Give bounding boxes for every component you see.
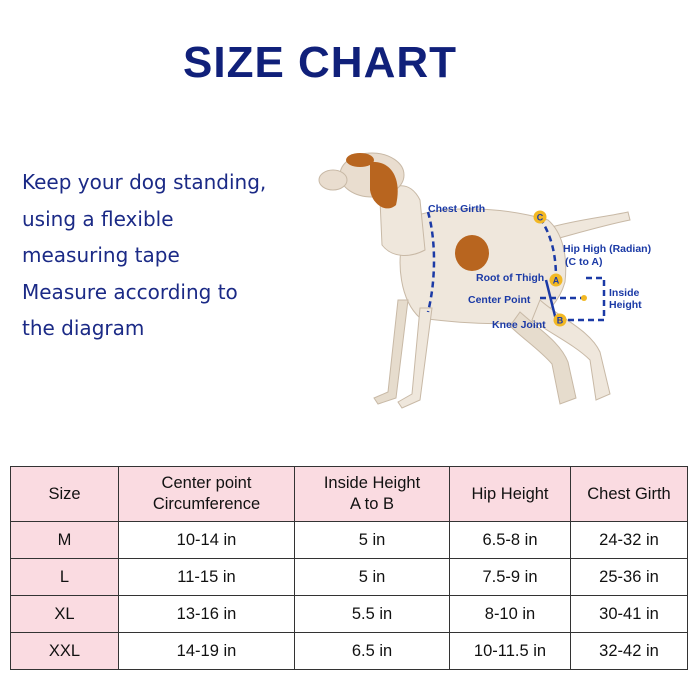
cell-chest: 30-41 in	[571, 596, 688, 633]
hip-high-label: Hip High (Radian)	[563, 243, 652, 255]
cell-chest: 24-32 in	[571, 522, 688, 559]
svg-text:C: C	[536, 212, 544, 223]
cell-size: M	[11, 522, 119, 559]
cell-inside: 5 in	[295, 522, 450, 559]
instructions-text	[22, 164, 312, 347]
height-label: Height	[609, 299, 642, 311]
measure-point-c	[534, 211, 547, 224]
center-point-dot	[581, 295, 587, 301]
header-hip-height: Hip Height	[450, 467, 571, 522]
table-row	[11, 633, 688, 670]
inside-label: Inside	[609, 287, 640, 299]
measure-point-a	[550, 274, 563, 287]
header-center-point	[119, 467, 295, 522]
table-row	[11, 559, 688, 596]
header-inside-height	[295, 467, 450, 522]
center-point-label: Center Point	[468, 294, 531, 306]
dog-measurement-diagram	[300, 140, 660, 430]
header-inside-line2: A to B	[349, 495, 395, 513]
table-header-row	[11, 467, 688, 522]
table-row	[11, 522, 688, 559]
cell-inside: 6.5 in	[295, 633, 450, 670]
header-inside-line1: Inside Height	[323, 474, 421, 492]
cell-size: XL	[11, 596, 119, 633]
chest-girth-label: Chest Girth	[428, 203, 486, 215]
instruction-line: the diagram	[22, 316, 145, 340]
header-center-line2: Circumference	[152, 495, 261, 513]
header-size: Size	[11, 467, 119, 522]
cell-chest: 32-42 in	[571, 633, 688, 670]
cell-hip: 10-11.5 in	[450, 633, 571, 670]
cell-hip: 7.5-9 in	[450, 559, 571, 596]
cell-inside: 5 in	[295, 559, 450, 596]
cell-size: L	[11, 559, 119, 596]
cell-chest: 25-36 in	[571, 559, 688, 596]
cell-center: 14-19 in	[119, 633, 295, 670]
instruction-line: Measure according to	[22, 279, 238, 304]
cell-hip: 6.5-8 in	[450, 522, 571, 559]
size-table	[10, 466, 688, 670]
instruction-line: Keep your dog standing,	[22, 170, 267, 194]
hip-high-sublabel: (C to A)	[565, 256, 603, 268]
svg-text:B: B	[556, 315, 564, 326]
cell-center: 10-14 in	[119, 522, 295, 559]
cell-size: XXL	[11, 633, 119, 670]
knee-joint-label: Knee Joint	[492, 319, 546, 331]
cell-center: 11-15 in	[119, 559, 295, 596]
cell-hip: 8-10 in	[450, 596, 571, 633]
svg-text:A: A	[552, 275, 560, 286]
header-center-line1: Center point	[161, 474, 252, 492]
dog-illustration	[319, 153, 630, 408]
header-chest-girth: Chest Girth	[571, 467, 688, 522]
cell-inside: 5.5 in	[295, 596, 450, 633]
cell-center: 13-16 in	[119, 596, 295, 633]
measure-point-b	[554, 314, 567, 327]
instruction-line: using a flexible	[22, 206, 174, 231]
page-title: SIZE CHART	[183, 38, 457, 87]
instruction-line: measuring tape	[22, 243, 180, 267]
table-row	[11, 596, 688, 633]
root-of-thigh-label: Root of Thigh	[476, 272, 545, 284]
